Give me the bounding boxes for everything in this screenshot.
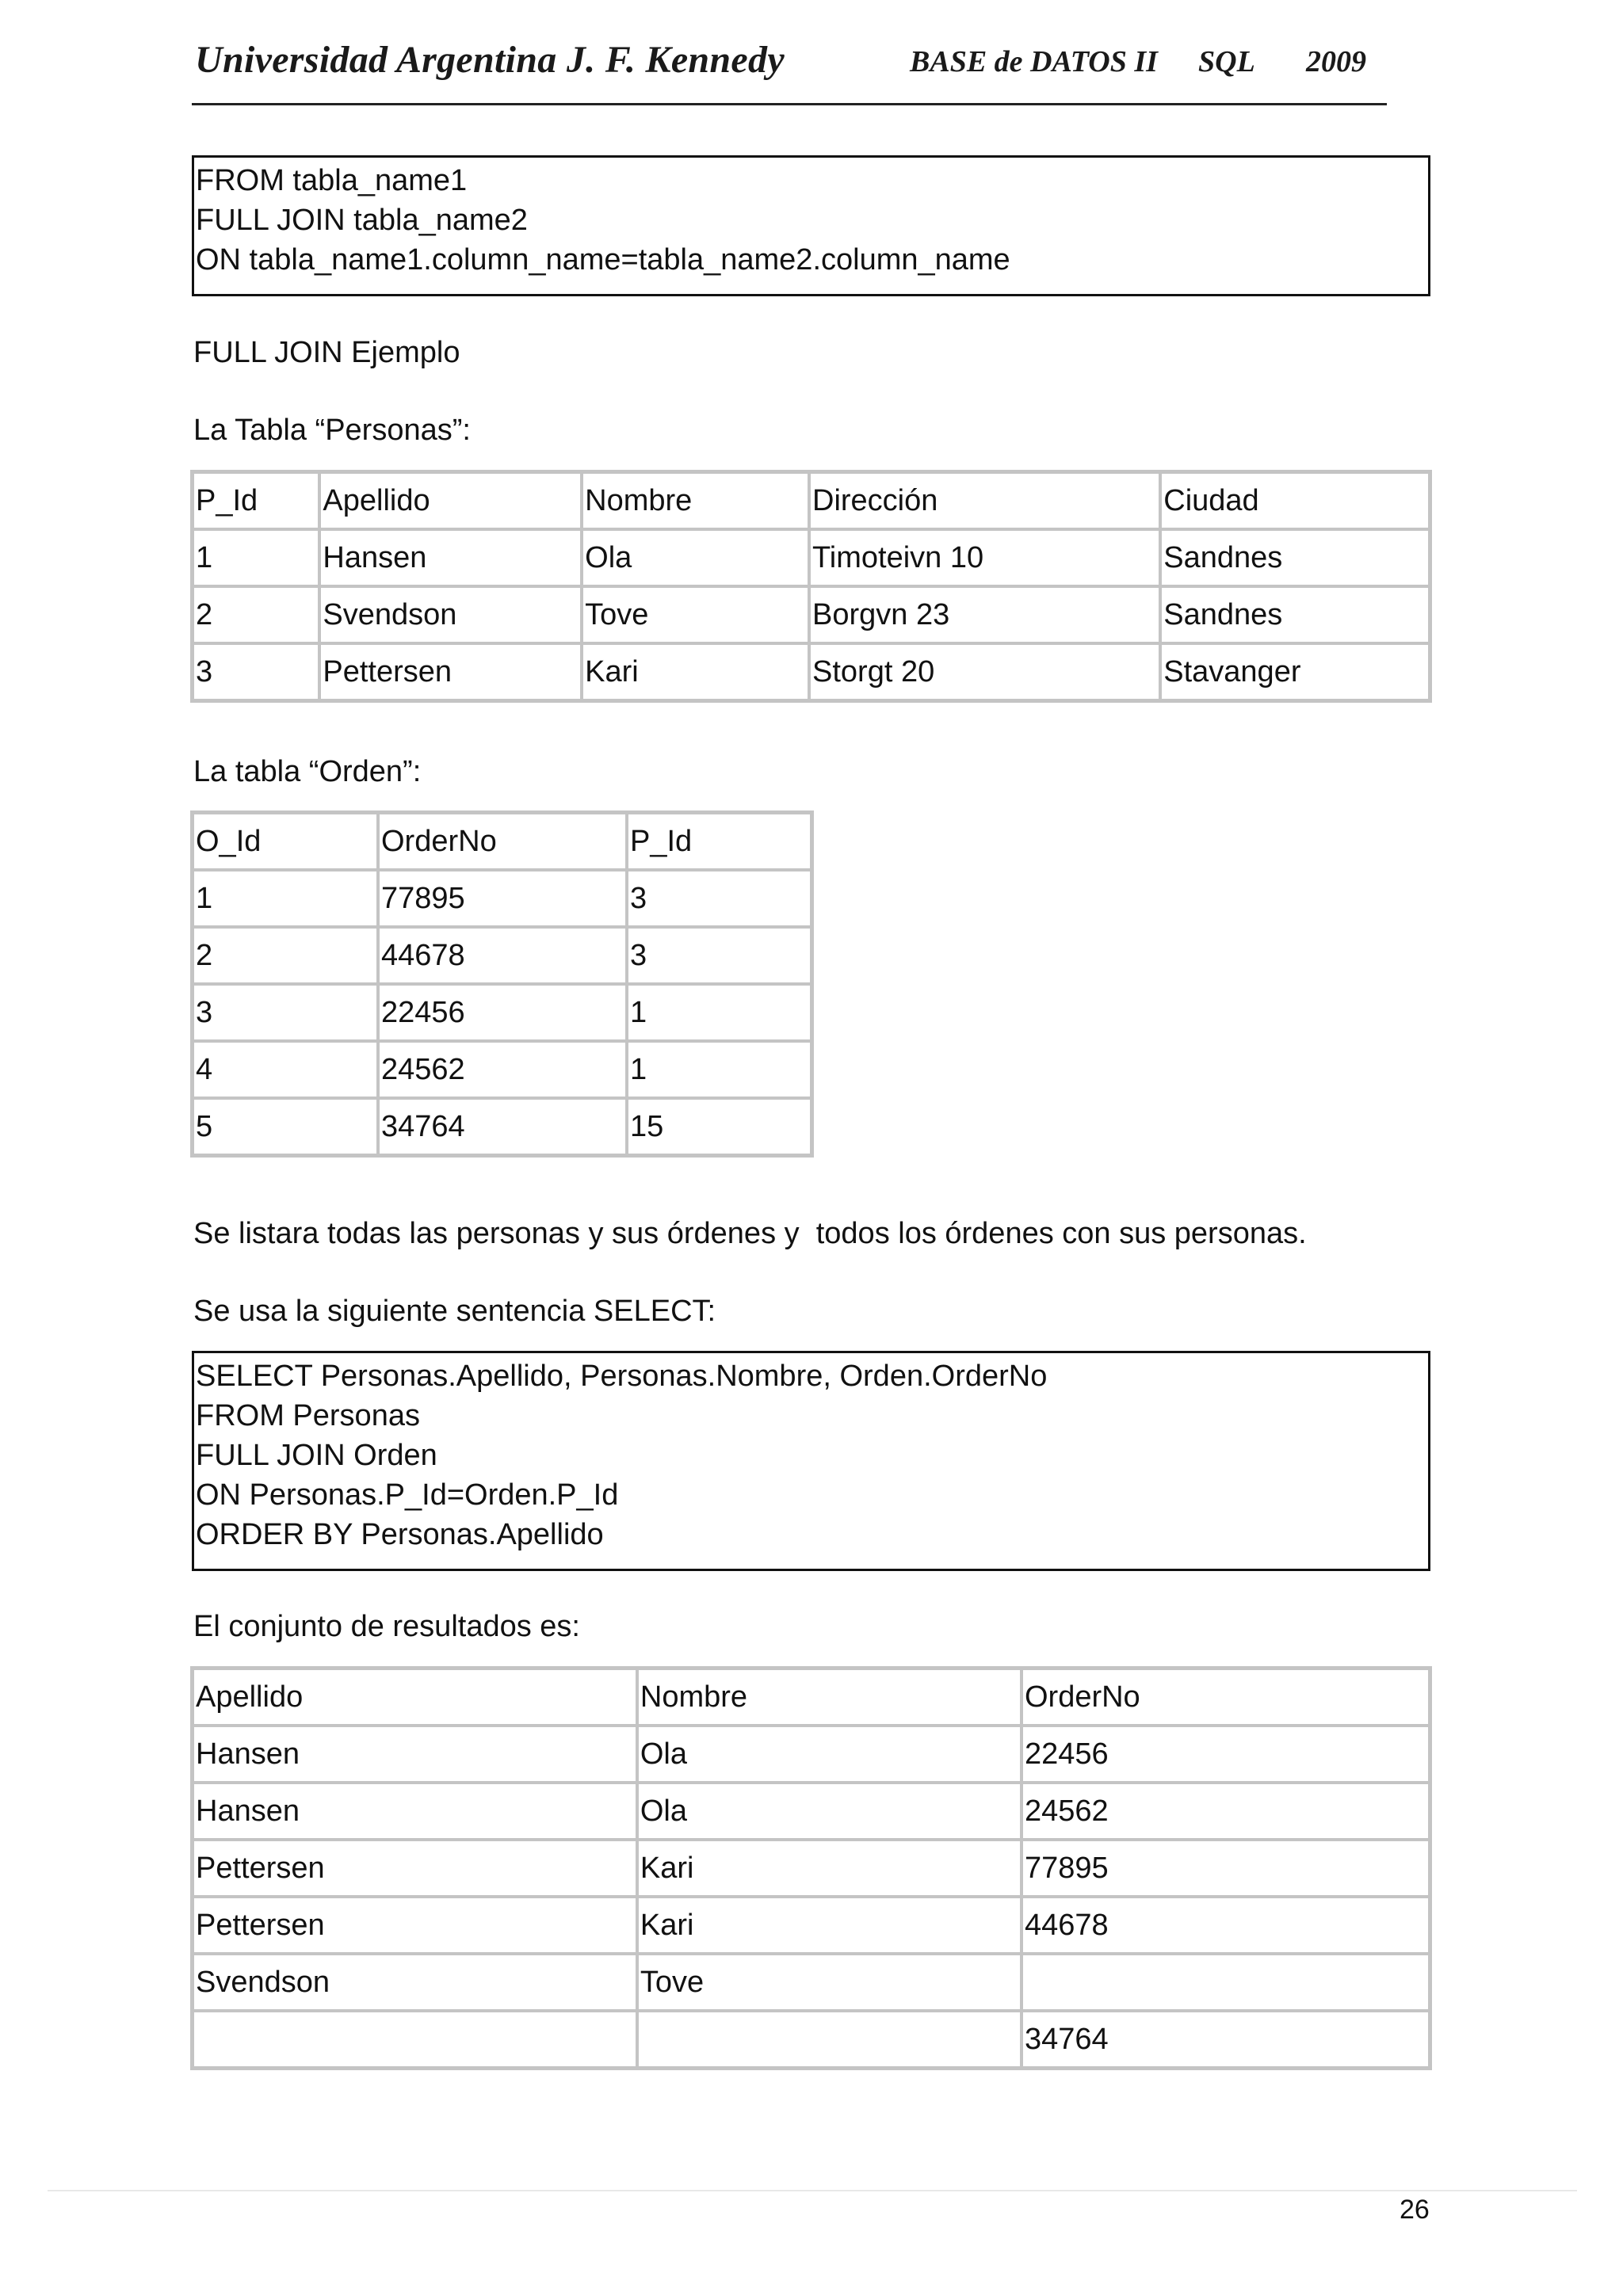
- code-line: FULL JOIN Orden: [196, 1439, 437, 1472]
- table-cell: Ola: [582, 529, 809, 586]
- header-cell: OrderNo: [378, 813, 627, 870]
- table-cell: [637, 2011, 1022, 2068]
- table-cell: Hansen: [193, 1726, 637, 1783]
- table-header-row: [193, 472, 1430, 529]
- table-cell: 5: [193, 1098, 378, 1155]
- header-cell: Nombre: [637, 1669, 1022, 1726]
- table-cell: 2: [193, 586, 319, 643]
- table-row: [193, 1954, 1430, 2011]
- table-cell: Timoteivn 10: [809, 529, 1160, 586]
- table-cell: Pettersen: [193, 1840, 637, 1897]
- table-cell: Pettersen: [193, 1897, 637, 1954]
- table-row: [193, 1897, 1430, 1954]
- result-caption: El conjunto de resultados es:: [193, 1610, 580, 1643]
- code-line: FROM tabla_name1: [196, 164, 468, 197]
- table-cell: Kari: [637, 1840, 1022, 1897]
- table-row: [193, 870, 812, 927]
- code-line: FULL JOIN tabla_name2: [196, 204, 528, 237]
- table-cell: 22456: [1022, 1726, 1430, 1783]
- header-cell: P_Id: [627, 813, 812, 870]
- table-cell: Pettersen: [319, 643, 582, 700]
- table-cell: 15: [627, 1098, 812, 1155]
- table-cell: 44678: [378, 927, 627, 984]
- table-cell: Kari: [637, 1897, 1022, 1954]
- table-cell: 1: [193, 529, 319, 586]
- result-table: [190, 1666, 1432, 2070]
- table-cell: 3: [193, 643, 319, 700]
- table-header-row: [193, 813, 812, 870]
- select-intro-text: Se usa la siguiente sentencia SELECT:: [193, 1295, 716, 1328]
- table-cell: 24562: [378, 1041, 627, 1098]
- table-cell: Ola: [637, 1726, 1022, 1783]
- table-row: [193, 1726, 1430, 1783]
- table-cell: 34764: [1022, 2011, 1430, 2068]
- header-cell: Apellido: [193, 1669, 637, 1726]
- header-cell: O_Id: [193, 813, 378, 870]
- query-code-box: [192, 1351, 1430, 1571]
- code-line: FROM Personas: [196, 1399, 420, 1432]
- course-name: BASE de DATOS II: [910, 45, 1158, 78]
- header-cell: P_Id: [193, 472, 319, 529]
- table-cell: Hansen: [319, 529, 582, 586]
- table-cell: Sandnes: [1160, 586, 1430, 643]
- table-cell: 77895: [378, 870, 627, 927]
- code-line: ORDER BY Personas.Apellido: [196, 1518, 604, 1551]
- table-row: [193, 643, 1430, 700]
- code-line: SELECT Personas.Apellido, Personas.Nombre, Orden.OrderNo: [196, 1360, 1048, 1393]
- table-cell: Kari: [582, 643, 809, 700]
- table-row: [193, 1783, 1430, 1840]
- table-row: [193, 927, 812, 984]
- table-cell: [193, 2011, 637, 2068]
- header-cell: Nombre: [582, 472, 809, 529]
- table-row: [193, 529, 1430, 586]
- table-cell: 3: [627, 870, 812, 927]
- table-row: [193, 586, 1430, 643]
- table-cell: 1: [193, 870, 378, 927]
- header-cell: Ciudad: [1160, 472, 1430, 529]
- personas-caption: La Tabla “Personas”:: [193, 414, 471, 447]
- table-row: [193, 2011, 1430, 2068]
- footer-divider: [48, 2190, 1577, 2191]
- table-row: [193, 1041, 812, 1098]
- table-cell: 2: [193, 927, 378, 984]
- table-cell: Tove: [582, 586, 809, 643]
- code-line: ON Personas.P_Id=Orden.P_Id: [196, 1478, 619, 1512]
- table-cell: Sandnes: [1160, 529, 1430, 586]
- table-cell: 1: [627, 984, 812, 1041]
- example-title: FULL JOIN Ejemplo: [193, 336, 460, 369]
- table-row: [193, 1098, 812, 1155]
- table-cell: Stavanger: [1160, 643, 1430, 700]
- personas-table: [190, 470, 1432, 703]
- code-line: ON tabla_name1.column_name=tabla_name2.column_name: [196, 243, 1010, 277]
- year-label: 2009: [1306, 45, 1366, 78]
- table-cell: Svendson: [193, 1954, 637, 2011]
- table-cell: Borgvn 23: [809, 586, 1160, 643]
- table-cell: 4: [193, 1041, 378, 1098]
- table-cell: 34764: [378, 1098, 627, 1155]
- page-header: [192, 35, 1387, 105]
- description-text: Se listara todas las personas y sus órdenes y todos los órdenes con sus personas.: [193, 1217, 1307, 1250]
- table-cell: Ola: [637, 1783, 1022, 1840]
- table-row: [193, 1840, 1430, 1897]
- table-cell: 77895: [1022, 1840, 1430, 1897]
- header-cell: Apellido: [319, 472, 582, 529]
- table-cell: Hansen: [193, 1783, 637, 1840]
- syntax-code-box: [192, 155, 1430, 296]
- table-cell: 44678: [1022, 1897, 1430, 1954]
- table-cell: Tove: [637, 1954, 1022, 2011]
- table-cell: Svendson: [319, 586, 582, 643]
- table-cell: [1022, 1954, 1430, 2011]
- orden-caption: La tabla “Orden”:: [193, 755, 422, 788]
- topic-label: SQL: [1198, 45, 1255, 78]
- table-header-row: [193, 1669, 1430, 1726]
- table-cell: 1: [627, 1041, 812, 1098]
- table-cell: 3: [193, 984, 378, 1041]
- table-row: [193, 984, 812, 1041]
- page-number: 26: [1400, 2195, 1430, 2225]
- orden-table: [190, 810, 814, 1158]
- table-cell: 24562: [1022, 1783, 1430, 1840]
- header-cell: Dirección: [809, 472, 1160, 529]
- table-cell: 22456: [378, 984, 627, 1041]
- header-cell: OrderNo: [1022, 1669, 1430, 1726]
- table-cell: 3: [627, 927, 812, 984]
- university-name: Universidad Argentina J. F. Kennedy: [195, 39, 785, 81]
- table-cell: Storgt 20: [809, 643, 1160, 700]
